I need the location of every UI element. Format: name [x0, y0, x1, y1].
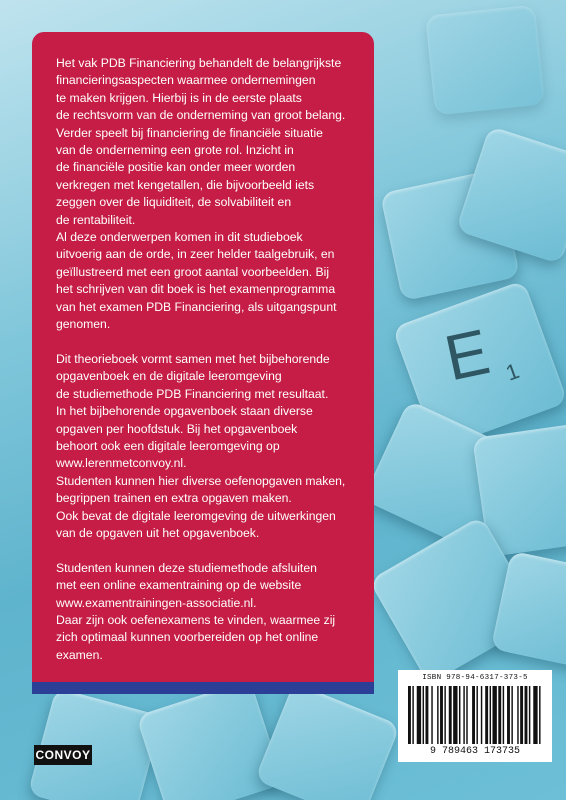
blurb-line: www.examentrainingen-associatie.nl. [56, 595, 257, 610]
blurb-line: de rechtsvorm van de onderneming van groot belang. [56, 108, 346, 123]
back-cover-blurb [56, 55, 368, 664]
barcode-area [398, 670, 552, 762]
barcode-icon [408, 686, 542, 744]
blurb-line: met een online examentraining op de website [56, 578, 302, 593]
blurb-line: te maken krijgen. Hierbij is in de eerste plaats [56, 90, 302, 105]
blurb-line: de rentabiliteit. [56, 212, 136, 227]
blurb-line: de financiële positie kan onder meer worden [56, 160, 296, 175]
blurb-paragraph [56, 560, 368, 664]
blurb-line: verkregen met kengetallen, die bijvoorbeeld iets [56, 177, 315, 192]
blurb-line: examen. [56, 647, 103, 662]
blurb-line: zich optimaal kunnen voorbereiden op het online [56, 630, 319, 645]
background-tile [28, 688, 163, 800]
panel-stripe [32, 682, 374, 694]
tile-letter-subscript: 1 [502, 357, 523, 386]
blurb-line: behoort ook een digitale leeromgeving op [56, 438, 280, 453]
blurb-line: de studiemethode PDB Financiering met resultaat. [56, 386, 329, 401]
blurb-paragraph [56, 351, 368, 542]
blurb-line: opgaven per hoofdstuk. Bij het opgavenboek [56, 421, 298, 436]
blurb-line: www.lerenmetconvoy.nl. [56, 456, 187, 471]
blurb-line: financieringsaspecten waarmee ondernemingen [56, 73, 316, 88]
blurb-line: Al deze onderwerpen komen in dit studieboek [56, 230, 303, 245]
background-tile [255, 682, 401, 800]
blurb-line: genomen. [56, 317, 111, 332]
blurb-line: Verder speelt bij financiering de financiële situatie [56, 125, 323, 140]
barcode-number: 9 789463 173735 [429, 746, 520, 757]
blurb-line: Dit theorieboek vormt samen met het bijbehorende [56, 351, 330, 366]
blurb-line: uitvoerig aan de orde, in zeer helder taalgebruik, en [56, 247, 335, 262]
blurb-line: Daar zijn ook oefenexamens te vinden, waarmee zij [56, 612, 336, 627]
background-tile [425, 5, 545, 116]
blurb-line: geïllustreerd met een groot aantal voorbeelden. Bij [56, 264, 330, 279]
blurb-line: Ook bevat de digitale leeromgeving de uitwerkingen [56, 508, 336, 523]
tile-letter: E [438, 315, 496, 395]
blurb-line: Het vak PDB Financiering behandelt de belangrijkste [56, 56, 342, 70]
blurb-line: In het bijbehorende opgavenboek staan diverse [56, 404, 313, 419]
blurb-line: zeggen over de liquiditeit, de solvabiliteit en [56, 195, 292, 210]
blurb-line: begrippen trainen en extra opgaven maken. [56, 491, 292, 506]
blurb-line: van de opgaven uit het opgavenboek. [56, 525, 260, 540]
blurb-line: van het examen PDB Financiering, als uitgangspunt [56, 299, 337, 314]
blurb-line: Studenten kunnen deze studiemethode afsluiten [56, 560, 317, 575]
publisher-logo: CONVOY [34, 745, 92, 765]
blurb-paragraph [56, 55, 368, 334]
blurb-line: opgavenboek en de digitale leeromgeving [56, 369, 282, 384]
blurb-line: het schrijven van dit boek is het examenprogramma [56, 282, 336, 297]
isbn-label: ISBN 978-94-6317-373-5 [422, 674, 528, 682]
blurb-line: Studenten kunnen hier diverse oefenopgaven maken, [56, 473, 346, 488]
blurb-line: van de onderneming een grote rol. Inzicht in [56, 143, 294, 158]
